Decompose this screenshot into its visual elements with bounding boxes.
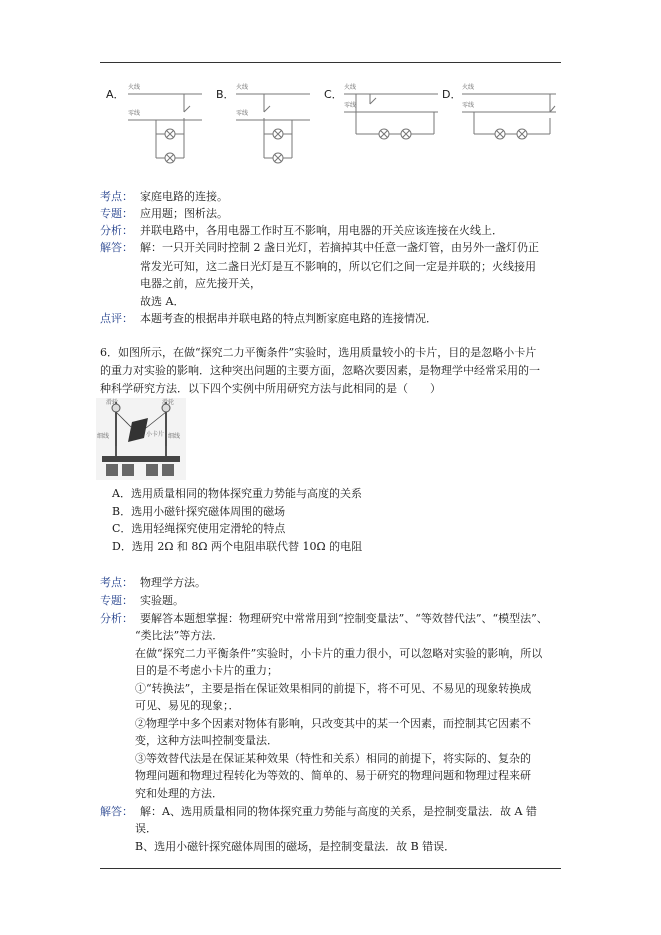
option-d-label: D．	[442, 88, 462, 101]
q6-fenxi-line-11: 究和处理的方法．	[135, 787, 223, 800]
q6-choice-a: A．选用质量相同的物体探究重力势能与高度的关系	[112, 487, 362, 500]
q6-choice-c: C．选用轻绳探究使用定滑轮的特点	[112, 522, 286, 535]
neutral-wire-label: 零线	[344, 102, 357, 109]
q6-fenxi-line-10: 物理问题和物理过程转化为等效的、简单的、易于研究的物理问题和物理过程来研	[135, 769, 531, 782]
q6-fenxi-line-2: “类比法”等方法．	[135, 629, 224, 642]
dianping-label: 点评：	[100, 312, 133, 325]
fenxi-line-1: 要解答本题想掌握：物理研究中常常用到“控制变量法”、“等效替代法”、“模型法”、	[140, 612, 548, 625]
q5-jieda-3: 电器之前，应先接开关，	[140, 277, 261, 290]
q6-jieda	[100, 803, 570, 820]
jieda-label: 解答：	[100, 241, 133, 254]
option-a-label: A．	[106, 88, 125, 101]
q6-choice-d: D．选用 2Ω 和 8Ω 两个电阻串联代替 10Ω 的电阻	[112, 540, 363, 553]
fenxi-label: 分析：	[100, 224, 133, 237]
fire-wire-label: 火线	[128, 84, 141, 91]
q6-jieda-line-3: B、选用小磁针探究磁体周围的磁场，是控制变量法．故 B 错误．	[135, 840, 456, 853]
neutral-wire-label: 零线	[128, 110, 141, 117]
q6-jieda-line-2: 误．	[135, 822, 157, 835]
q6-fenxi-line-4: 目的是不考虑小卡片的重力；	[135, 664, 278, 677]
q6-fenxi-line-8: 变，这种方法叫控制变量法．	[135, 734, 278, 747]
q6-choice-b: B．选用小磁针探究磁体周围的磁场	[112, 505, 286, 518]
option-c-label: C．	[324, 88, 343, 101]
zhuanti-label: 专题：	[100, 207, 133, 220]
option-b-label: B．	[216, 88, 235, 101]
dianping-text: 本题考查的根据串并联电路的特点判断家庭电路的连接情况．	[140, 312, 437, 325]
zhuanti-text: 应用题；图析法。	[140, 207, 228, 220]
circuit-diagram-b	[234, 82, 314, 164]
neutral-wire-label: 零线	[236, 110, 249, 117]
kaodian-label: 考点：	[100, 190, 133, 203]
q6-line-1: 6．如图所示，在做“探究二力平衡条件”实验时，选用质量较小的卡片，目的是忽略小卡片	[100, 346, 537, 359]
balance-experiment-figure	[96, 398, 186, 480]
string-right-label: 细线	[168, 433, 181, 440]
bottom-rule	[100, 868, 561, 869]
fire-wire-label: 火线	[344, 84, 357, 91]
q6-fenxi-line-6: 可见、易见的现象；．	[135, 699, 240, 712]
q6-fenxi-line-7: ②物理学中多个因素对物体有影响，只改变其中的某一个因素，而控制其它因素不	[135, 717, 531, 730]
fenxi-label: 分析：	[100, 612, 133, 625]
neutral-wire-label: 零线	[462, 102, 475, 109]
q6-fenxi	[100, 610, 570, 627]
card-label: 小卡片	[146, 431, 165, 438]
jieda-label: 解答：	[100, 805, 133, 818]
fire-wire-label: 火线	[236, 84, 249, 91]
fenxi-text: 并联电路中，各用电器工作时互不影响，用电器的开关应该连接在火线上．	[140, 224, 503, 237]
q6-fenxi-line-9: ③等效替代法是在保证某种效果（特性和关系）相同的前提下，将实际的、复杂的	[135, 752, 531, 765]
q5-fenxi	[100, 222, 570, 239]
q5-jieda-2: 常发光可知，这二盏日光灯是互不影响的，所以它们之间一定是并联的；火线接用	[140, 260, 536, 273]
q5-kaodian	[100, 188, 570, 205]
q6-fenxi-line-5: ①“转换法”，主要是指在保证效果相同的前提下，将不可见、不易见的现象转换成	[135, 682, 532, 695]
kaodian-label: 考点：	[100, 576, 133, 589]
pulley-left-label: 滑轮	[106, 399, 119, 406]
q5-zhuanti	[100, 205, 570, 222]
fire-wire-label: 火线	[462, 84, 475, 91]
kaodian-text: 家庭电路的连接。	[140, 190, 228, 203]
q6-kaodian	[100, 574, 570, 591]
jieda-line-1: 解：一只开关同时控制 2 盏日光灯，若摘掉其中任意一盏灯管，由另外一盏灯仍正	[140, 241, 539, 254]
q5-jieda	[100, 239, 570, 256]
circuit-diagram-d	[460, 82, 560, 142]
circuit-diagram-a	[126, 82, 206, 164]
jieda-line-1: 解：A、选用质量相同的物体探究重力势能与高度的关系，是控制变量法．故 A 错	[140, 805, 537, 818]
zhuanti-text: 实验题。	[140, 594, 184, 607]
kaodian-text: 物理学方法。	[140, 576, 206, 589]
circuit-diagram-c	[342, 82, 442, 142]
pulley-right-label: 滑轮	[162, 399, 175, 406]
q6-fenxi-line-3: 在做“探究二力平衡条件”实验时，小卡片的重力很小，可以忽略对实验的影响，所以	[135, 647, 543, 660]
string-left-label: 细线	[97, 433, 110, 440]
q5-jieda-4: 故选 A．	[140, 295, 185, 308]
q6-line-2: 的重力对实验的影响．这种突出问题的主要方面，忽略次要因素，是物理学中经常采用的一	[100, 364, 540, 377]
zhuanti-label: 专题：	[100, 594, 133, 607]
q6-line-3: 种科学研究方法．以下四个实例中所用研究方法与此相同的是（ ）	[100, 382, 441, 395]
q6-zhuanti	[100, 592, 570, 609]
top-rule	[100, 62, 561, 63]
q5-dianping	[100, 310, 570, 327]
